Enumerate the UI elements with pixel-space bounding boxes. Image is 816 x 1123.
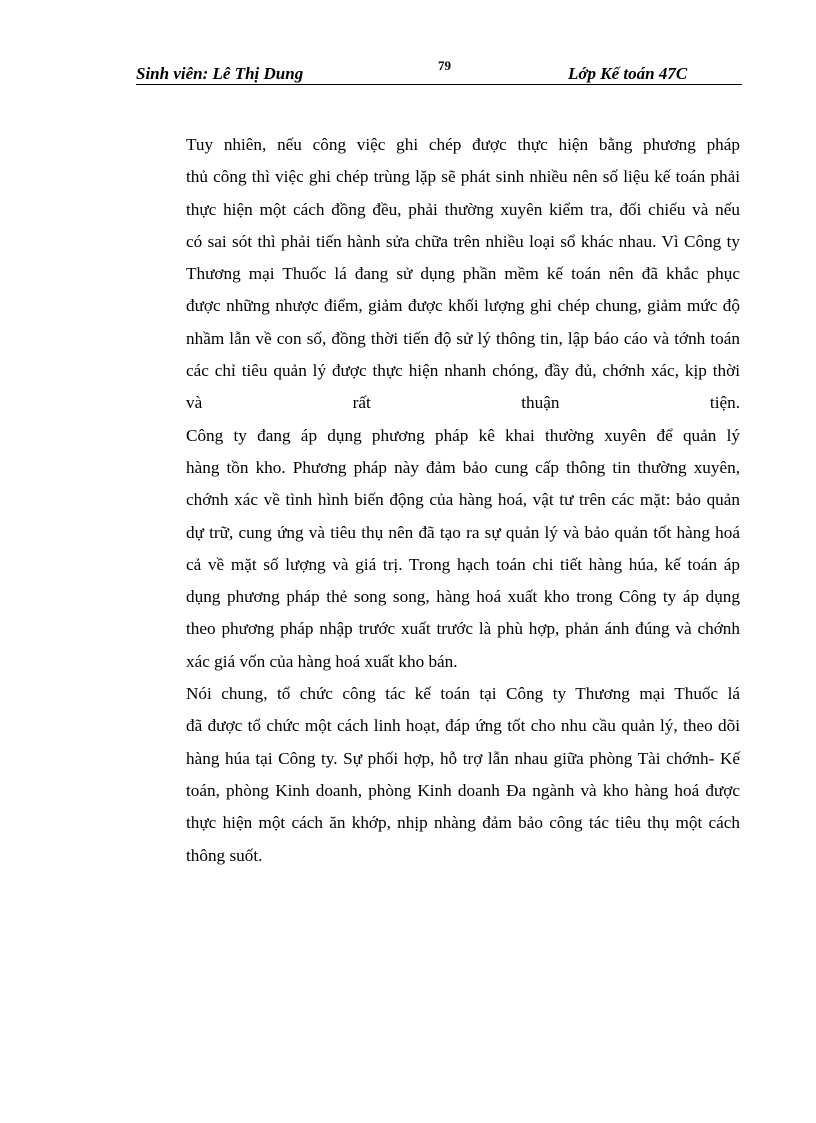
class-name: Lớp Kế toán 47C [568,64,688,83]
text-line: chớnh xác về tình hình biến động của hàng hoá, vật tư trên các mặt: bảo quản [186,490,740,510]
text-line: thực hiện một cách ăn khớp, nhịp nhàng đảm bảo công tác tiêu thụ một cách [186,813,740,833]
text-line: thực hiện một cách đồng đều, phải thường xuyên kiểm tra, đối chiếu và nếu [186,199,740,219]
page-number: 79 [438,58,451,73]
text-line: theo phương pháp nhập trước xuất trước là phù hợp, phản ánh đúng và chớnh [186,619,740,639]
body-text [136,129,740,872]
text-line: xác giá vốn của hàng hoá xuất kho bán. [186,651,458,671]
text-line: cả về mặt số lượng và giá trị. Trong hạch toán chi tiết hàng húa, kế toán áp [186,554,740,574]
page-header [136,58,742,85]
text-line: hàng tồn kho. Phương pháp này đảm bảo cung cấp thông tin thường xuyên, [186,457,740,477]
paragraph [136,129,740,420]
paragraph [136,678,740,872]
text-line: thông suốt. [186,845,263,865]
text-line: Tuy nhiên, nếu công việc ghi chép được thực hiện bằng phương pháp [186,135,740,154]
text-line: nhầm lẫn về con số, đồng thời tiến độ sử lý thông tin, lập báo cáo và tớnh toán [186,328,740,348]
paragraph [136,420,740,678]
text-line: thủ công thì việc ghi chép trùng lặp sẽ phát sinh nhiều nên số liệu kế toán phải [186,167,740,187]
text-line: hàng húa tại Công ty. Sự phối hợp, hỗ trợ lẫn nhau giữa phòng Tài chớnh- Kế [186,748,740,768]
text-line: dự trữ, cung ứng và tiêu thụ nên đã tạo ra sự quản lý và bảo quản tốt hàng hoá [186,522,740,542]
text-line: Thương mại Thuốc lá đang sử dụng phần mềm kế toán nên đã khắc phục [186,264,740,284]
text-line: các chỉ tiêu quản lý được thực hiện nhanh chóng, đầy đủ, chớnh xác, kịp thời [186,361,740,381]
text-line: Công ty đang áp dụng phương pháp kê khai thường xuyên để quản lý [186,425,740,445]
text-line: đã được tổ chức một cách linh hoạt, đáp ứng tốt cho nhu cầu quản lý, theo dõi [186,716,740,736]
text-line: được những nhược điểm, giảm được khối lượng ghi chép chung, giảm mức độ [186,296,740,316]
text-line: có sai sót thì phải tiến hành sửa chữa trên nhiều loại sổ khác nhau. Vì Công ty [186,231,740,251]
text-line: dụng phương pháp thẻ song song, hàng hoá xuất kho trong Công ty áp dụng [186,587,740,607]
text-line: và rất thuận tiện. [186,393,740,413]
text-line: Nói chung, tổ chức công tác kế toán tại Công ty Thương mại Thuốc lá [186,684,740,704]
student-name: Sinh viên: Lê Thị Dung [136,64,304,83]
text-line: toán, phòng Kinh doanh, phòng Kinh doanh Đa ngành và kho hàng hoá được [186,780,740,800]
